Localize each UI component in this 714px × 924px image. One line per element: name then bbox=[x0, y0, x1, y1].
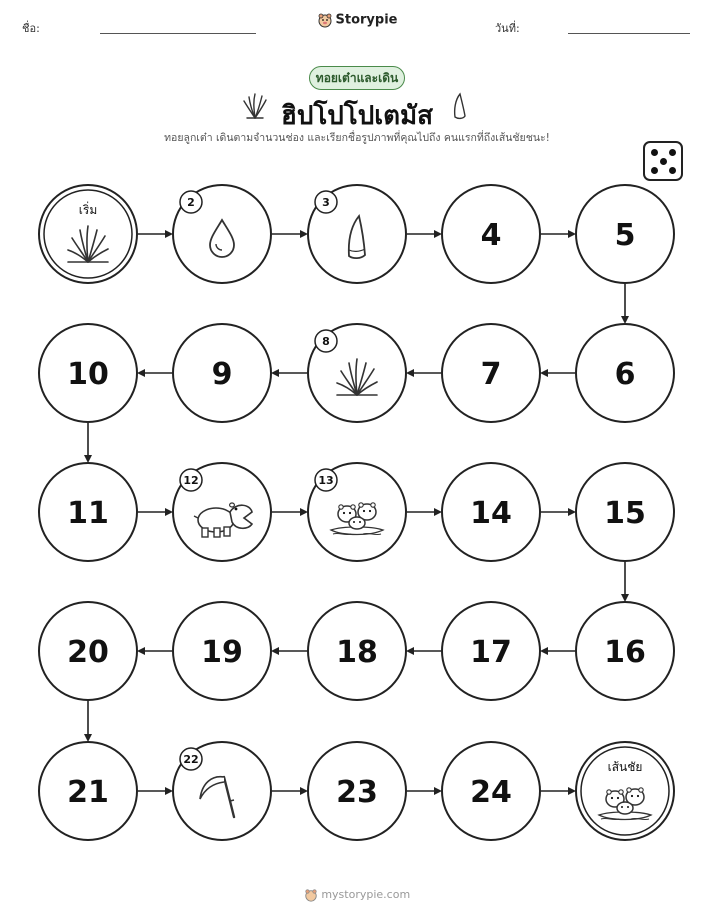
space-number: 14 bbox=[470, 496, 512, 531]
board-space-23[interactable] bbox=[308, 742, 406, 840]
board-space-16[interactable] bbox=[576, 602, 674, 700]
storypie-logo-icon bbox=[304, 888, 318, 902]
board-space-20[interactable] bbox=[39, 602, 137, 700]
space-number: 6 bbox=[614, 357, 636, 392]
space-number: 24 bbox=[470, 775, 512, 810]
board-space-1[interactable] bbox=[39, 185, 137, 283]
start-label: เริ่ม bbox=[78, 203, 98, 217]
page-title: ฮิปโปโปเตมัส bbox=[280, 101, 434, 131]
space-number: 17 bbox=[470, 635, 512, 670]
space-number: 12 bbox=[183, 474, 199, 487]
space-circle bbox=[39, 185, 137, 283]
board-space-14[interactable] bbox=[442, 463, 540, 561]
space-number: 23 bbox=[336, 775, 378, 810]
board-space-3[interactable] bbox=[308, 185, 406, 283]
space-number: 5 bbox=[614, 218, 636, 253]
board-space-12[interactable] bbox=[173, 463, 271, 561]
space-number: 3 bbox=[322, 196, 330, 209]
board-space-8[interactable] bbox=[308, 324, 406, 422]
space-number: 16 bbox=[604, 635, 646, 670]
board-space-18[interactable] bbox=[308, 602, 406, 700]
board-space-15[interactable] bbox=[576, 463, 674, 561]
space-number: 15 bbox=[604, 496, 646, 531]
board-space-5[interactable] bbox=[576, 185, 674, 283]
instructions: ทอยลูกเต๋า เดินตามจำนวนช่อง และเรียกชื่อรูปภาพที่คุณไปถึง คนแรกที่ถึงเส้นชัยชนะ! bbox=[164, 132, 550, 144]
space-number: 18 bbox=[336, 635, 378, 670]
space-number: 8 bbox=[322, 335, 330, 348]
board-space-17[interactable] bbox=[442, 602, 540, 700]
board-space-19[interactable] bbox=[173, 602, 271, 700]
date-label: วันที่: bbox=[495, 22, 520, 35]
space-number: 19 bbox=[201, 635, 243, 670]
board-space-24[interactable] bbox=[442, 742, 540, 840]
board-space-4[interactable] bbox=[442, 185, 540, 283]
space-number: 11 bbox=[67, 496, 109, 531]
board-space-6[interactable] bbox=[576, 324, 674, 422]
space-number: 2 bbox=[187, 196, 195, 209]
board-space-11[interactable] bbox=[39, 463, 137, 561]
brand-name: Storypie bbox=[335, 12, 398, 28]
footer-site: mystorypie.com bbox=[321, 888, 411, 901]
finish-label: เส้นชัย bbox=[607, 760, 643, 774]
space-number: 10 bbox=[67, 357, 109, 392]
name-label: ชื่อ: bbox=[22, 22, 40, 35]
board-space-21[interactable] bbox=[39, 742, 137, 840]
space-circle bbox=[576, 742, 674, 840]
board-space-7[interactable] bbox=[442, 324, 540, 422]
footer bbox=[0, 888, 714, 902]
space-number: 9 bbox=[211, 357, 233, 392]
space-number: 7 bbox=[480, 357, 502, 392]
game-type-badge: ทอยเต๋าและเดิน bbox=[309, 66, 405, 90]
board-space-22[interactable] bbox=[173, 742, 271, 840]
board-space-10[interactable] bbox=[39, 324, 137, 422]
space-number: 22 bbox=[183, 753, 199, 766]
space-number: 13 bbox=[318, 474, 334, 487]
board-space-9[interactable] bbox=[173, 324, 271, 422]
board-space-2[interactable] bbox=[173, 185, 271, 283]
space-number: 20 bbox=[67, 635, 109, 670]
board-space-13[interactable] bbox=[308, 463, 406, 561]
board-space-25[interactable] bbox=[576, 742, 674, 840]
space-number: 21 bbox=[67, 775, 109, 810]
space-number: 4 bbox=[480, 218, 502, 253]
